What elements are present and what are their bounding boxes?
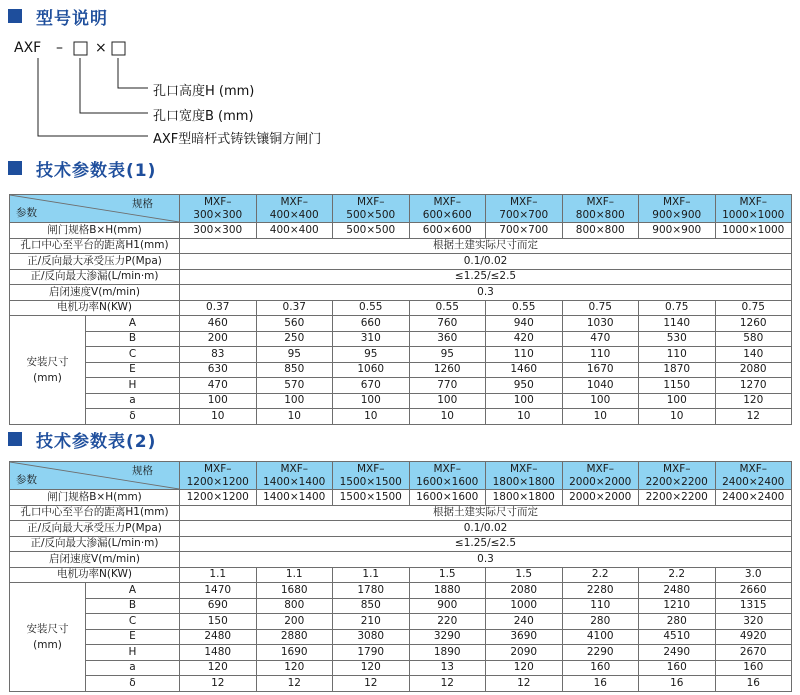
value-cell: 1.1 (256, 567, 333, 583)
row-label: 孔口中心至平台的距离H1(mm) (10, 505, 180, 521)
spec-table-1 (9, 194, 792, 425)
value-cell: 1150 (639, 378, 716, 394)
value-cell: 2400×2400 (715, 490, 792, 506)
model-prefix-label: MXF– (280, 463, 309, 475)
dimension-label: a (86, 660, 180, 676)
row-label: 电机功率N(KW) (10, 300, 180, 316)
table-row (10, 254, 792, 270)
model-header-cell (333, 195, 410, 223)
dimension-label: B (86, 598, 180, 614)
value-cell: 1270 (715, 378, 792, 394)
value-cell: 670 (333, 378, 410, 394)
model-header-cell (180, 462, 257, 490)
table-row (10, 300, 792, 316)
section-marker-icon (8, 161, 22, 175)
model-prefix-label: MXF– (356, 196, 385, 208)
value-cell: 1140 (639, 316, 716, 332)
dimension-label: E (86, 629, 180, 645)
value-cell: 1480 (180, 645, 257, 661)
value-cell: 800×800 (562, 223, 639, 239)
value-cell: 1000 (486, 598, 563, 614)
value-cell: 320 (715, 614, 792, 630)
model-size-label: 2400×2400 (722, 476, 785, 488)
value-cell: 280 (639, 614, 716, 630)
value-cell: 1210 (639, 598, 716, 614)
value-cell: 95 (409, 347, 486, 363)
model-times: × (95, 40, 107, 56)
model-header-cell (409, 195, 486, 223)
model-dash: – (56, 40, 63, 56)
value-cell: 1790 (333, 645, 410, 661)
value-cell: 2490 (639, 645, 716, 661)
value-cell: 0.55 (333, 300, 410, 316)
value-cell: 940 (486, 316, 563, 332)
value-cell: 200 (256, 614, 333, 630)
model-header-cell (180, 195, 257, 223)
value-cell: 220 (409, 614, 486, 630)
model-line-height: 孔口高度H (mm) (153, 84, 255, 99)
model-size-label: 1200×1200 (186, 476, 249, 488)
model-header-cell (333, 462, 410, 490)
value-cell: 2290 (562, 645, 639, 661)
value-cell: 140 (715, 347, 792, 363)
value-cell: 1.1 (180, 567, 257, 583)
value-cell: 1690 (256, 645, 333, 661)
value-cell: 1800×1800 (486, 490, 563, 506)
value-cell: 95 (256, 347, 333, 363)
value-cell: 630 (180, 362, 257, 378)
dimension-label: C (86, 347, 180, 363)
model-header-cell (715, 462, 792, 490)
value-cell: 1780 (333, 583, 410, 599)
section-header-spec-table-1 (8, 157, 156, 179)
dimension-label: E (86, 362, 180, 378)
model-prefix-label: MXF– (433, 463, 462, 475)
value-cell: 1460 (486, 362, 563, 378)
model-size-label: 1400×1400 (263, 476, 326, 488)
value-cell: 0.37 (256, 300, 333, 316)
table-row (10, 316, 792, 332)
model-prefix-label: MXF– (433, 196, 462, 208)
value-cell: 600×600 (409, 223, 486, 239)
model-prefix-label: MXF– (203, 463, 232, 475)
model-code-diagram (0, 0, 800, 160)
value-cell: 950 (486, 378, 563, 394)
model-size-label: 1600×1600 (416, 476, 479, 488)
table-row (10, 583, 792, 599)
value-cell: 100 (409, 393, 486, 409)
value-cell: 900×900 (639, 223, 716, 239)
model-prefix-label: MXF– (739, 463, 768, 475)
table-row (10, 521, 792, 537)
section-title: 技术参数表(2) (36, 431, 157, 452)
value-cell: 3290 (409, 629, 486, 645)
value-cell: 12 (256, 676, 333, 692)
value-cell: 2480 (639, 583, 716, 599)
value-cell: 0.75 (639, 300, 716, 316)
model-size-label: 400×400 (269, 209, 319, 221)
model-size-label: 1000×1000 (722, 209, 785, 221)
dimension-label: a (86, 393, 180, 409)
value-cell: 4100 (562, 629, 639, 645)
value-cell: 100 (180, 393, 257, 409)
value-cell: 1670 (562, 362, 639, 378)
value-cell: 2880 (256, 629, 333, 645)
table-row (10, 347, 792, 363)
value-cell: 1500×1500 (333, 490, 410, 506)
model-code-leader-lines (0, 0, 800, 160)
merged-value-cell: 0.1/0.02 (180, 521, 792, 537)
value-cell: 110 (486, 347, 563, 363)
model-size-label: 300×300 (193, 209, 243, 221)
value-cell: 250 (256, 331, 333, 347)
model-prefix-label: MXF– (586, 196, 615, 208)
value-cell: 0.75 (562, 300, 639, 316)
value-cell: 160 (639, 660, 716, 676)
value-cell: 2280 (562, 583, 639, 599)
table-row (10, 598, 792, 614)
value-cell: 690 (180, 598, 257, 614)
table-row (10, 645, 792, 661)
value-cell: 1470 (180, 583, 257, 599)
value-cell: 10 (486, 409, 563, 425)
section-marker-icon (8, 432, 22, 446)
merged-value-cell: 根据土建实际尺寸而定 (180, 238, 792, 254)
value-cell: 2090 (486, 645, 563, 661)
model-prefix-label: MXF– (280, 196, 309, 208)
model-size-label: 1500×1500 (339, 476, 402, 488)
value-cell: 12 (180, 676, 257, 692)
value-cell: 3080 (333, 629, 410, 645)
value-cell: 420 (486, 331, 563, 347)
model-header-cell (639, 195, 716, 223)
value-cell: 110 (639, 347, 716, 363)
table-row (10, 378, 792, 394)
value-cell: 1000×1000 (715, 223, 792, 239)
table-row (10, 552, 792, 568)
merged-value-cell: 0.1/0.02 (180, 254, 792, 270)
value-cell: 16 (639, 676, 716, 692)
value-cell: 470 (562, 331, 639, 347)
value-cell: 1060 (333, 362, 410, 378)
model-prefix-label: MXF– (586, 463, 615, 475)
value-cell: 850 (256, 362, 333, 378)
value-cell: 1260 (409, 362, 486, 378)
row-label: 正/反向最大渗漏(L/min·m) (10, 269, 180, 285)
model-header-cell (409, 462, 486, 490)
value-cell: 1260 (715, 316, 792, 332)
model-size-label: 2200×2200 (645, 476, 708, 488)
value-cell: 360 (409, 331, 486, 347)
row-label: 闸门规格B×H(mm) (10, 223, 180, 239)
dimension-label: δ (86, 676, 180, 692)
model-header-cell (256, 462, 333, 490)
value-cell: 100 (333, 393, 410, 409)
dimension-label: H (86, 645, 180, 661)
value-cell: 2.2 (562, 567, 639, 583)
value-cell: 300×300 (180, 223, 257, 239)
value-cell: 110 (562, 598, 639, 614)
model-size-label: 800×800 (575, 209, 625, 221)
corner-label-spec: 规格 (132, 465, 153, 477)
row-label: 电机功率N(KW) (10, 567, 180, 583)
value-cell: 2200×2200 (639, 490, 716, 506)
value-cell: 95 (333, 347, 410, 363)
value-cell: 2670 (715, 645, 792, 661)
dimension-label: A (86, 316, 180, 332)
value-cell: 310 (333, 331, 410, 347)
corner-label-param: 参数 (16, 474, 37, 486)
row-label: 正/反向最大承受压力P(Mpa) (10, 521, 180, 537)
model-prefix-label: MXF– (662, 196, 691, 208)
row-label: 启闭速度V(m/min) (10, 285, 180, 301)
value-cell: 100 (562, 393, 639, 409)
value-cell: 10 (256, 409, 333, 425)
value-cell: 900 (409, 598, 486, 614)
spec-table-2 (9, 461, 792, 692)
value-cell: 3690 (486, 629, 563, 645)
model-header-cell (562, 195, 639, 223)
value-cell: 12 (715, 409, 792, 425)
model-size-label: 1800×1800 (492, 476, 555, 488)
value-cell: 10 (409, 409, 486, 425)
merged-value-cell: ≤1.25/≤2.5 (180, 269, 792, 285)
model-header-cell (715, 195, 792, 223)
value-cell: 0.75 (715, 300, 792, 316)
value-cell: 1890 (409, 645, 486, 661)
row-label: 孔口中心至平台的距离H1(mm) (10, 238, 180, 254)
table-header-row (10, 462, 792, 490)
value-cell: 770 (409, 378, 486, 394)
value-cell: 120 (486, 660, 563, 676)
table-row (10, 505, 792, 521)
model-prefix-label: MXF– (509, 196, 538, 208)
table-row (10, 362, 792, 378)
model-size-label: 700×700 (499, 209, 549, 221)
value-cell: 1680 (256, 583, 333, 599)
value-cell: 110 (562, 347, 639, 363)
value-cell: 560 (256, 316, 333, 332)
model-size-label: 900×900 (652, 209, 702, 221)
dimension-label: δ (86, 409, 180, 425)
value-cell: 13 (409, 660, 486, 676)
value-cell: 120 (333, 660, 410, 676)
corner-label-param: 参数 (16, 207, 37, 219)
value-cell: 470 (180, 378, 257, 394)
model-size-label: 600×600 (422, 209, 472, 221)
value-cell: 1315 (715, 598, 792, 614)
model-prefix-label: MXF– (203, 196, 232, 208)
value-cell: 0.37 (180, 300, 257, 316)
value-cell: 83 (180, 347, 257, 363)
row-label: 正/反向最大承受压力P(Mpa) (10, 254, 180, 270)
install-dimension-group-label (10, 316, 86, 425)
value-cell: 0.55 (409, 300, 486, 316)
value-cell: 10 (180, 409, 257, 425)
group-label-line: 安装尺寸 (26, 622, 69, 635)
value-cell: 580 (715, 331, 792, 347)
merged-value-cell: 0.3 (180, 552, 792, 568)
value-cell: 10 (333, 409, 410, 425)
table-row (10, 409, 792, 425)
value-cell: 12 (333, 676, 410, 692)
dimension-label: C (86, 614, 180, 630)
model-header-cell (486, 195, 563, 223)
value-cell: 4920 (715, 629, 792, 645)
table-row (10, 331, 792, 347)
table-row (10, 536, 792, 552)
merged-value-cell: ≤1.25/≤2.5 (180, 536, 792, 552)
value-cell: 120 (256, 660, 333, 676)
value-cell: 700×700 (486, 223, 563, 239)
table-row (10, 285, 792, 301)
value-cell: 1.5 (486, 567, 563, 583)
value-cell: 1400×1400 (256, 490, 333, 506)
value-cell: 150 (180, 614, 257, 630)
value-cell: 4510 (639, 629, 716, 645)
value-cell: 2480 (180, 629, 257, 645)
value-cell: 16 (715, 676, 792, 692)
row-label: 启闭速度V(m/min) (10, 552, 180, 568)
value-cell: 12 (409, 676, 486, 692)
value-cell: 460 (180, 316, 257, 332)
table-row (10, 660, 792, 676)
value-cell: 2000×2000 (562, 490, 639, 506)
value-cell: 530 (639, 331, 716, 347)
model-header-cell (256, 195, 333, 223)
value-cell: 100 (486, 393, 563, 409)
table-row (10, 567, 792, 583)
value-cell: 1030 (562, 316, 639, 332)
group-label-unit: (mm) (33, 638, 62, 651)
value-cell: 1.1 (333, 567, 410, 583)
value-cell: 12 (486, 676, 563, 692)
model-prefix: AXF (14, 40, 42, 56)
group-label-unit: (mm) (33, 371, 62, 384)
value-cell: 160 (562, 660, 639, 676)
table-row (10, 269, 792, 285)
value-cell: 200 (180, 331, 257, 347)
model-line-name: AXF型暗杆式铸铁镶铜方闸门 (153, 132, 322, 147)
value-cell: 2080 (486, 583, 563, 599)
table-row (10, 614, 792, 630)
value-cell: 100 (639, 393, 716, 409)
section-title: 型号说明 (36, 8, 108, 29)
table-corner-cell (10, 462, 180, 490)
table-corner-cell (10, 195, 180, 223)
value-cell: 160 (715, 660, 792, 676)
table-row (10, 629, 792, 645)
value-cell: 16 (562, 676, 639, 692)
merged-value-cell: 根据土建实际尺寸而定 (180, 505, 792, 521)
value-cell: 120 (180, 660, 257, 676)
value-cell: 2080 (715, 362, 792, 378)
install-dimension-group-label (10, 583, 86, 692)
value-cell: 240 (486, 614, 563, 630)
value-cell: 1600×1600 (409, 490, 486, 506)
value-cell: 660 (333, 316, 410, 332)
dimension-label: H (86, 378, 180, 394)
value-cell: 210 (333, 614, 410, 630)
value-cell: 120 (715, 393, 792, 409)
value-cell: 2660 (715, 583, 792, 599)
table-header-row (10, 195, 792, 223)
value-cell: 570 (256, 378, 333, 394)
value-cell: 0.55 (486, 300, 563, 316)
section-title: 技术参数表(1) (36, 160, 157, 181)
value-cell: 850 (333, 598, 410, 614)
model-prefix-label: MXF– (509, 463, 538, 475)
model-header-cell (486, 462, 563, 490)
table-row (10, 676, 792, 692)
group-label-line: 安装尺寸 (26, 355, 69, 368)
value-cell: 1870 (639, 362, 716, 378)
table-row (10, 393, 792, 409)
model-size-label: 500×500 (346, 209, 396, 221)
section-header-spec-table-2 (8, 428, 156, 450)
value-cell: 1.5 (409, 567, 486, 583)
model-prefix-label: MXF– (662, 463, 691, 475)
row-label: 正/反向最大渗漏(L/min·m) (10, 536, 180, 552)
dimension-label: B (86, 331, 180, 347)
model-line-width: 孔口宽度B (mm) (153, 109, 254, 124)
value-cell: 400×400 (256, 223, 333, 239)
model-header-cell (562, 462, 639, 490)
model-header-cell (639, 462, 716, 490)
model-prefix-label: MXF– (356, 463, 385, 475)
model-prefix-label: MXF– (739, 196, 768, 208)
value-cell: 1040 (562, 378, 639, 394)
value-cell: 100 (256, 393, 333, 409)
corner-label-spec: 规格 (132, 198, 153, 210)
value-cell: 10 (639, 409, 716, 425)
value-cell: 3.0 (715, 567, 792, 583)
table-row (10, 490, 792, 506)
value-cell: 10 (562, 409, 639, 425)
value-cell: 280 (562, 614, 639, 630)
value-cell: 1200×1200 (180, 490, 257, 506)
value-cell: 800 (256, 598, 333, 614)
dimension-label: A (86, 583, 180, 599)
table-row (10, 238, 792, 254)
model-size-label: 2000×2000 (569, 476, 632, 488)
table-row (10, 223, 792, 239)
value-cell: 1880 (409, 583, 486, 599)
row-label: 闸门规格B×H(mm) (10, 490, 180, 506)
value-cell: 760 (409, 316, 486, 332)
value-cell: 500×500 (333, 223, 410, 239)
value-cell: 2.2 (639, 567, 716, 583)
merged-value-cell: 0.3 (180, 285, 792, 301)
